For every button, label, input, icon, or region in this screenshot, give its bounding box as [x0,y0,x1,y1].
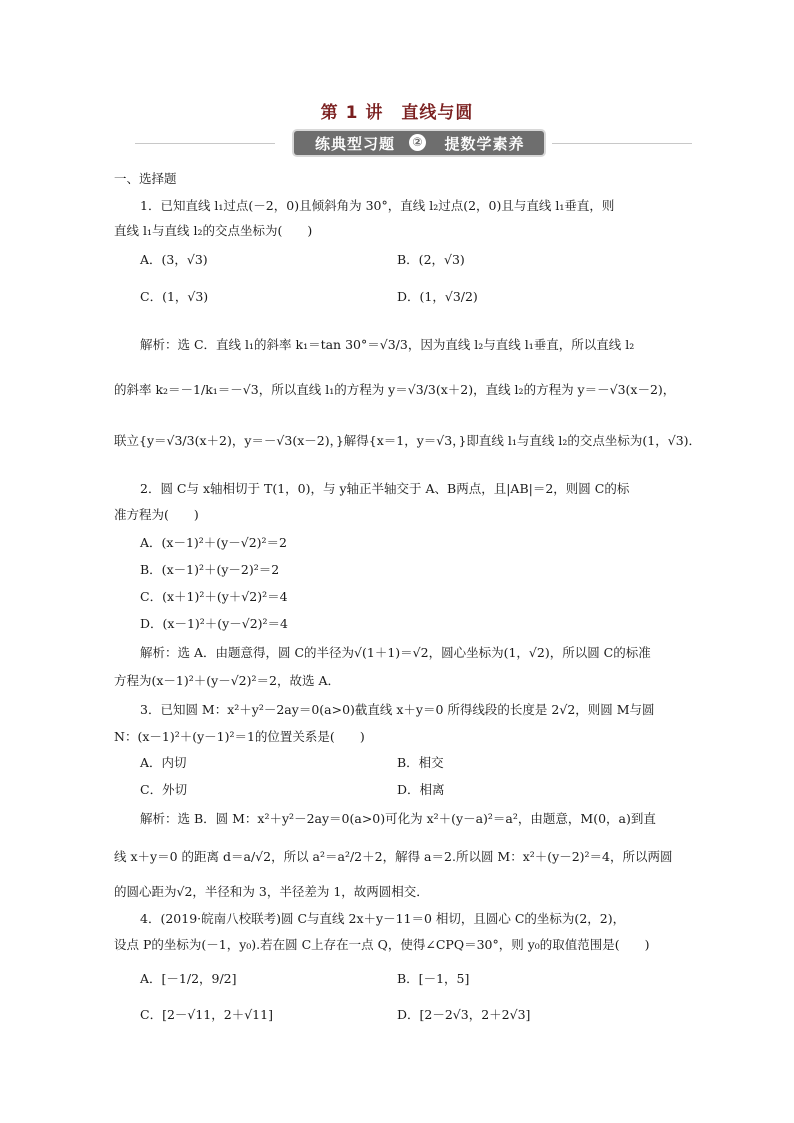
q1-solution-line-3: 联立{y＝√3/3(x＋2)，y＝－√3(x－2)，}解得{x＝1，y＝√3，}即直线 l₁与直线 l₂的交点坐标为(1，√3)． [114,433,702,448]
q4-option-b: B．[－1，5] [397,971,470,986]
q3-option-d: D．相离 [397,782,445,797]
q3-option-a: A．内切 [140,755,187,770]
q2-solution-line-2: 方程为(x－1)²＋(y－√2)²＝2，故选 A． [114,673,340,688]
q3-option-c: C．外切 [140,782,188,797]
q2-stem-line-1: 2．圆 C与 x轴相切于 T(1，0)，与 y轴正半轴交于 A、B两点，且|AB|＝2，则圆 C的标 [140,481,630,496]
q4-stem-line-2: 设点 P的坐标为(－1，y₀).若在圆 C上存在一点 Q，使得∠CPQ＝30°，则 y₀的取值范围是( ) [114,937,650,952]
section-heading: 一、选择题 [114,171,177,186]
q1-option-a: A．(3，√3) [140,252,208,267]
q2-option-b: B．(x－1)²＋(y－2)²＝2 [140,562,280,577]
q2-option-d: D．(x－1)²＋(y－√2)²＝4 [140,616,288,631]
q1-solution-line-1: 解析：选 C．直线 l₁的斜率 k₁＝tan 30°＝√3/3，因为直线 l₂与直线 l₁垂直，所以直线 l₂ [140,337,635,352]
q2-option-c: C．(x＋1)²＋(y＋√2)²＝4 [140,589,288,604]
q2-stem-line-2: 准方程为( ) [114,507,199,522]
banner-text-right: 提数学素养 [444,135,525,153]
q3-stem-line-2: N：(x－1)²＋(y－1)²＝1的位置关系是( ) [114,729,365,744]
banner-text-left: 练典型习题 [314,135,395,153]
q3-solution-line-2: 线 x＋y＝0 的距离 d＝a/√2，所以 a²＝a²/2＋2，解得 a＝2.所以圆 M：x²＋(y－2)²＝4，所以两圆 [114,849,673,864]
q1-stem-line-1: 1．已知直线 l₁过点(－2，0)且倾斜角为 30°，直线 l₂过点(2，0)且与直线 l₁垂直，则 [140,198,615,213]
q3-option-b: B．相交 [397,755,444,770]
q2-option-a: A．(x－1)²＋(y－√2)²＝2 [140,535,287,550]
q1-option-c: C．(1，√3) [140,289,209,304]
q4-stem-line-1: 4．(2019·皖南八校联考)圆 C与直线 2x＋y－11＝0 相切，且圆心 C的坐标为(2，2)， [140,911,626,926]
q3-solution-line-1: 解析：选 B．圆 M：x²＋y²－2ay＝0(a>0)可化为 x²＋(y－a)²＝a²，由题意，M(0，a)到直 [140,811,656,826]
page-title: 第 1 讲 直线与圆 [320,103,474,123]
q4-option-d: D．[2－2√3，2＋2√3] [397,1007,531,1022]
q1-stem-line-2: 直线 l₁与直线 l₂的交点坐标为( ) [114,223,313,238]
q1-solution-line-2: 的斜率 k₂＝－1/k₁＝－√3，所以直线 l₁的方程为 y＝√3/3(x＋2)，直线 l₂的方程为 y＝－√3(x－2)， [114,382,676,397]
q2-solution-line-1: 解析：选 A．由题意得，圆 C的半径为√(1＋1)＝√2，圆心坐标为(1，√2)，所以圆 C的标准 [140,645,651,660]
banner-divider-left [135,143,275,144]
q1-option-b: B．(2，√3) [397,252,465,267]
q3-solution-line-3: 的圆心距为√2，半径和为 3，半径差为 1，故两圆相交． [114,884,429,899]
banner-badge-icon: ② [409,134,426,151]
banner-divider-right [552,143,692,144]
q4-option-c: C．[2－√11，2＋√11] [140,1007,273,1022]
q4-option-a: A．[－1/2，9/2] [140,971,237,986]
q3-stem-line-1: 3．已知圆 M：x²＋y²－2ay＝0(a>0)截直线 x＋y＝0 所得线段的长度是 2√2，则圆 M与圆 [140,702,655,717]
q1-option-d: D．(1，√3/2) [397,289,478,304]
